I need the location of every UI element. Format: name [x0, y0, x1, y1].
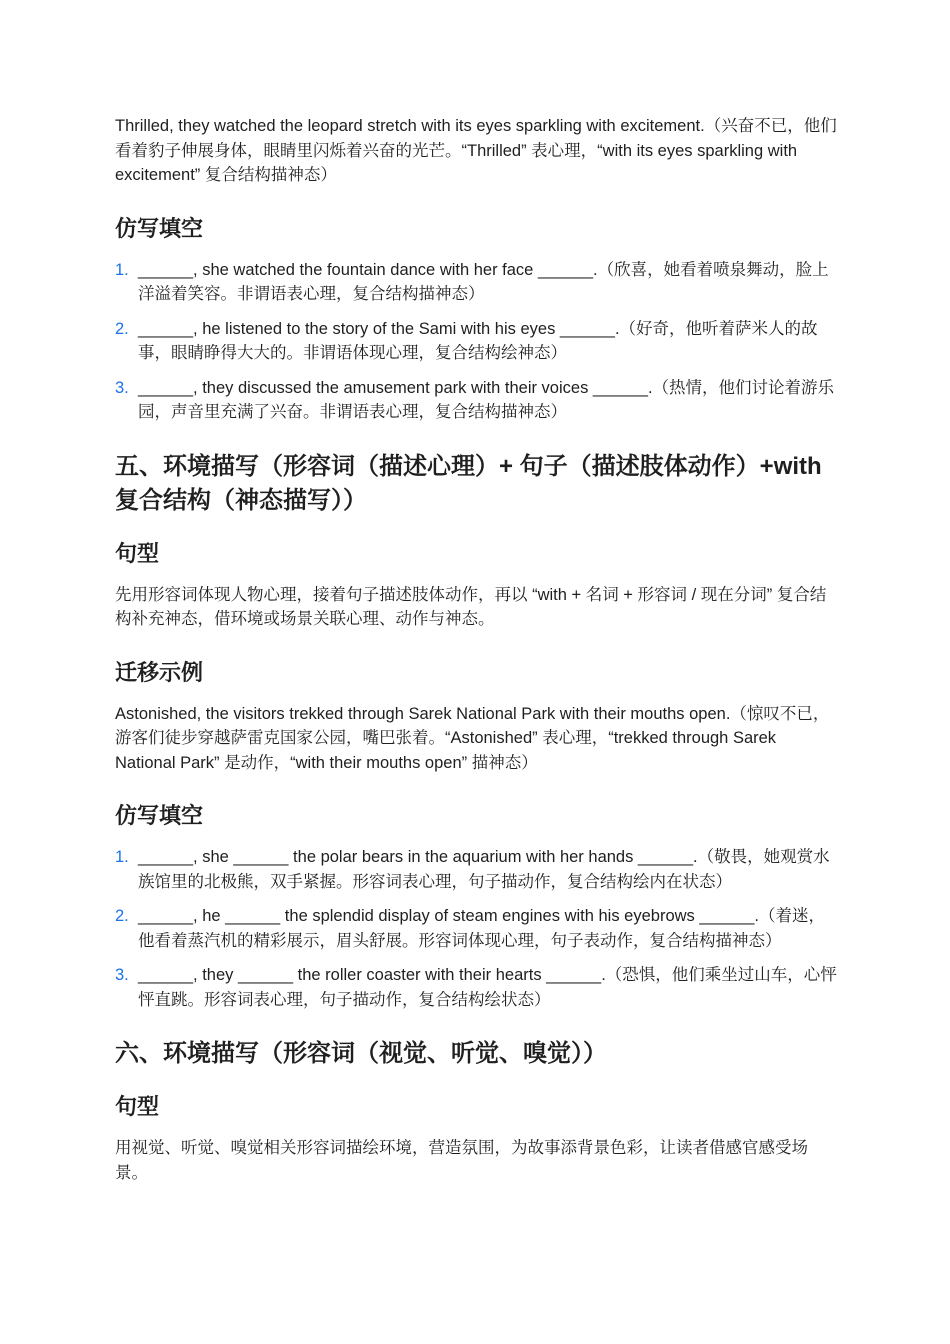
list-number: 3. [115, 378, 129, 397]
list-item-text: ______, they discussed the amusement park with their voices ______.（热情，他们讨论着游乐园，声音里充满了兴奋。非谓语表心理，复合结构描神态） [138, 378, 835, 421]
section-title-6: 六、环境描写（形容词（视觉、听觉、嗅觉）） [115, 1040, 607, 1067]
list-item [115, 904, 837, 953]
list-number: 3. [115, 966, 129, 984]
list-item-text: ______, they ______ the roller coaster with their hearts ______.（恐惧，他们乘坐过山车，心怦怦直跳。形容词表心理，句子描动作，复合结构绘状态） [138, 966, 837, 1009]
list-item [115, 317, 837, 366]
example-heading: 迁移示例 [115, 659, 204, 685]
list-item-text: ______, she ______ the polar bears in the aquarium with her hands ______.（敬畏，她观赏水族馆里的北极熊，双手紧握。形容词表心理，句子描动作，复合结构绘内在状态） [138, 848, 830, 891]
exercise-heading: 仿写填空 [115, 215, 204, 241]
exercise-list [115, 845, 837, 1012]
list-item-text: ______, she watched the fountain dance with her face ______.（欣喜，她看着喷泉舞动，脸上洋溢着笑容。非谓语表心理，复合结构描神态） [138, 260, 829, 303]
list-number: 1. [115, 848, 129, 866]
list-number: 2. [115, 319, 129, 338]
section-title-5: 五、环境描写（形容词（描述心理）+ 句子（描述肢体动作）+with 复合结构（神态描写）） [115, 452, 822, 514]
list-item-text: ______, he listened to the story of the Sami with his eyes ______.（好奇，他听着萨米人的故事，眼睛睁得大大的。非谓语体现心理，复合结构绘神态） [138, 319, 818, 362]
pattern-heading: 句型 [115, 1094, 160, 1119]
pattern-heading: 句型 [115, 540, 160, 566]
list-item [115, 258, 837, 307]
example-sentence-thrilled: Thrilled, they watched the leopard stretch with its eyes sparkling with excitement.（兴奋不已，他们看着豹子伸展身体，眼睛里闪烁着兴奋的光芒。“Thrilled” 表心理，“with its eyes sparkling with excitement” 复合结构描神态） [115, 117, 837, 184]
example-sentence-astonished: Astonished, the visitors trekked through Sarek National Park with their mouths open.（惊叹不已，游客们徒步穿越萨雷克国家公园，嘴巴张着。“Astonished” 表心理，“trekked through Sarek National Park” 是动作，“with their mouths open” 描神态） [115, 704, 830, 772]
list-item [115, 963, 837, 1012]
exercise-list [115, 258, 837, 425]
pattern-text: 先用形容词体现人物心理，接着句子描述肢体动作，再以 “with + 名词 + 形容词 / 现在分词” 复合结构补充神态，借环境或场景关联心理、动作与神态。 [115, 585, 827, 628]
list-item-text: ______, he ______ the splendid display of steam engines with his eyebrows ______.（着迷，他看着蒸汽机的精彩展示，眉头舒展。形容词体现心理，句子表动作，复合结构描神态） [138, 907, 826, 950]
list-number: 2. [115, 907, 129, 925]
pattern-text: 用视觉、听觉、嗅觉相关形容词描绘环境，营造氛围，为故事添背景色彩，让读者借感官感受场景。 [115, 1139, 808, 1182]
list-number: 1. [115, 260, 129, 279]
list-item [115, 845, 837, 894]
document-page [115, 114, 837, 1185]
list-item [115, 376, 837, 425]
exercise-heading: 仿写填空 [115, 803, 204, 828]
